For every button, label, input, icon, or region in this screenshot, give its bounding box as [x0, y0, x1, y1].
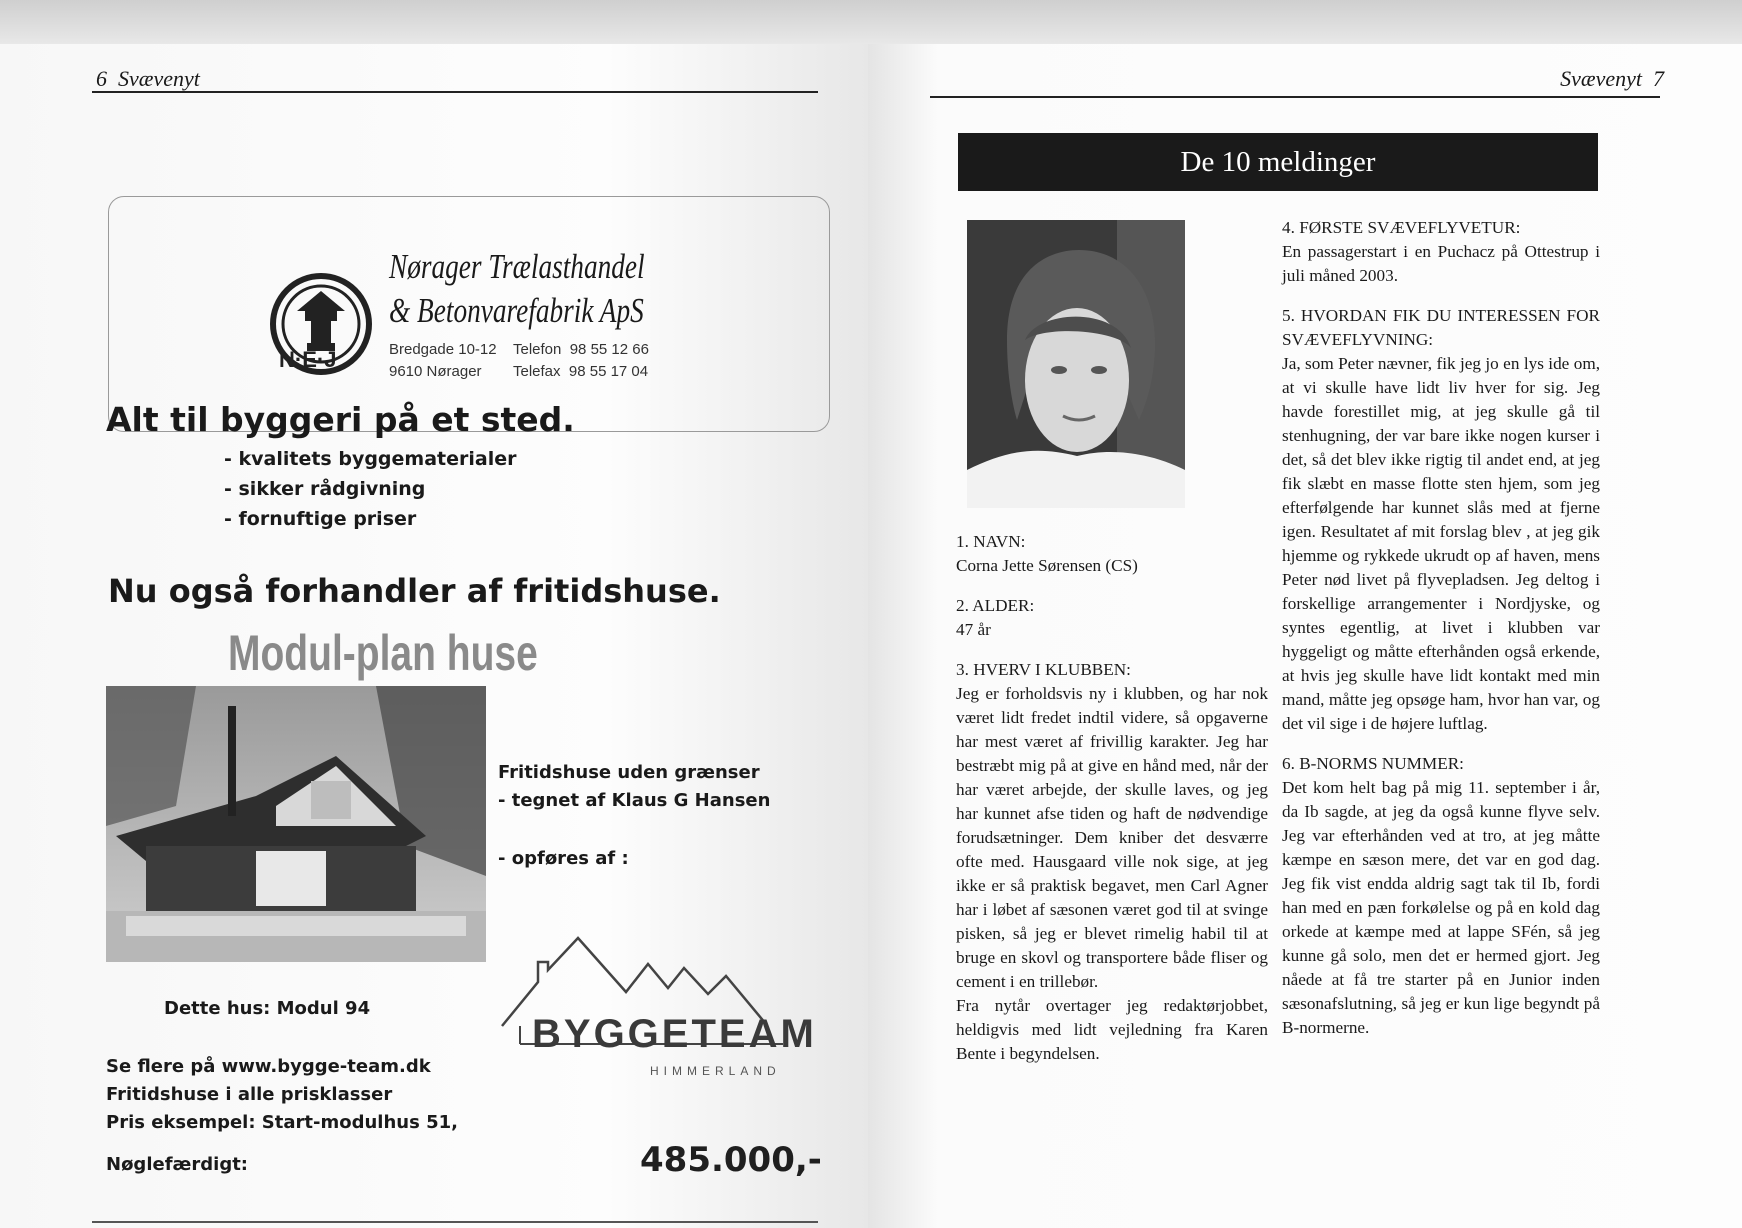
fax-label: Telefax	[513, 363, 561, 380]
question-6: 6. B-NORMS NUMMER:	[1282, 754, 1464, 773]
left-footer-rule	[92, 1221, 818, 1223]
question-5: 5. HVORDAN FIK DU INTERESSEN FOR SVÆVEFLYVNING:	[1282, 306, 1600, 349]
firm-name-line2: & Betonvarefabrik ApS	[389, 291, 644, 330]
ad-brand: Modul-plan huse	[228, 625, 538, 681]
right-header-rule	[930, 96, 1660, 98]
right-page-number: 7	[1653, 66, 1664, 91]
firm-logo-icon	[269, 249, 373, 399]
ad-side-line-1: Fritidshuse uden grænser	[498, 762, 760, 783]
ad-footer-line-3: Pris eksempel: Start-modulhus 51,	[106, 1112, 458, 1133]
ad-headline-2: Nu også forhandler af fritidshuse.	[108, 572, 721, 610]
ad-price: 485.000,-	[640, 1140, 822, 1180]
ad-side-line-3: - opføres af :	[498, 848, 629, 869]
answer-4: En passagerstart i en Puchacz på Ottestrup i juli måned 2003.	[1282, 242, 1600, 285]
firm-ad-box	[108, 196, 830, 432]
byggeteam-wordmark: BYGGETEAM	[532, 1012, 817, 1056]
question-2: 2. ALDER:	[956, 596, 1035, 615]
answer-5: Ja, som Peter nævner, fik jeg jo en lys ide om, at vi skulle have lidt liv hver for sig. Jeg havde forestillet mig, at jeg skulle gå til stenhugning, der var bare ikke nogen kurser i det, så det blev ikke rigtig til andet end, at jeg fik slæbt en masse flotte sten hjem, som jeg efterfølgende har kunnet slås med at fjerne igen. Resultatet af mit forslag blev , at jeg gik hjemme og rykkede ukrudt op af haven, mens Peter nød livet på flyvepladsen. Jeg deltog i forskellige arrangementer i Nordjyske, og syntes egentlig, at livet i klubben var hyggeligt og måtte efterhånden også erkende, at hvis jeg skulle have lidt kontakt med min mand, måtte jeg opsøge ham, hvor han var, og det vil sige i de højere luftlag.	[1282, 354, 1600, 733]
ad-footer-line-2: Fritidshuse i alle prisklasser	[106, 1084, 393, 1105]
firm-address-line2: 9610 Nørager	[389, 363, 482, 380]
answer-1: Corna Jette Sørensen (CS)	[956, 556, 1138, 575]
himmerland-wordmark: HIMMERLAND	[650, 1064, 781, 1078]
scan-edge	[0, 0, 1742, 46]
phone-label: Telefon	[513, 341, 562, 358]
house-caption: Dette hus: Modul 94	[164, 998, 371, 1019]
left-page	[0, 44, 868, 1228]
left-running-header	[96, 66, 200, 92]
article-title: De 10 meldinger	[958, 133, 1598, 191]
answer-2: 47 år	[956, 620, 991, 639]
article-column-2	[1282, 216, 1600, 1056]
ad-headline-1: Alt til byggeri på et sted.	[106, 400, 575, 439]
left-header-rule	[92, 91, 818, 93]
right-running-header	[1560, 66, 1664, 92]
answer-3: Jeg er forholdsvis ny i klubben, og har nok været lidt fredet indtil videre, så opgaverne har mest været af frivillig karakter. Jeg har bestræbt mig på at give en hånd med, når der har været arbejde, der skulle laves, og jeg har kunnet afse tiden og haft de nødvendige forudsætninger. Dem kniber det desværre ofte med. Hausgaard ville nok sige, at jeg ikke er så praktisk begavet, men Carl Agner har i løbet af sæsonen været god til at svinge pisken, så jeg er blevet rimelig habil til at bruge en skovl og transportere både fliser og cement i en trillebør.	[956, 684, 1268, 991]
answer-3-continued: Fra nytår overtager jeg redaktørjobbet, heldigvis med lidt vejledning fra Karen Bente i begyndelsen.	[956, 996, 1268, 1063]
question-4: 4. FØRSTE SVÆVEFLYVETUR:	[1282, 218, 1521, 237]
firm-address-line1: Bredgade 10-12	[389, 341, 497, 358]
ad-bullet-2: - sikker rådgivning	[224, 478, 426, 500]
ad-bullet-1: - kvalitets byggematerialer	[224, 448, 517, 470]
left-page-number: 6	[96, 66, 107, 91]
article-column-1	[956, 530, 1268, 1082]
ad-bullet-3: - fornuftige priser	[224, 508, 417, 530]
phone-number: 98 55 12 66	[569, 341, 649, 358]
ad-side-line-2: - tegnet af Klaus G Hansen	[498, 790, 771, 811]
answer-6: Det kom helt bag på mig 11. september i år, da Ib sagde, at jeg da også kunne flyve selv. Jeg var efterhånden ved at tro, at jeg måtte kæmpe en sæson mere, det var en god dag. Jeg fik vist endda aldrig sagt tak til Ib, fordi han med en pæn forkølelse og på en kold dag orkede at kæmpe med at lappe SFén, så jeg kunne gå solo, men det er hermed gjort. Jeg nåede at få tre starter på en Junior inden sæsonafslutning, så jeg er kun lige begyndt på B-normerne.	[1282, 778, 1600, 1037]
right-running-title: Svævenyt	[1560, 66, 1642, 91]
question-3: 3. HVERV I KLUBBEN:	[956, 660, 1131, 679]
portrait-photo	[967, 220, 1185, 508]
firm-logo-text: N·E·J	[279, 347, 337, 372]
firm-name-line1: Nørager Trælasthandel	[389, 247, 645, 286]
ad-footer-line-4: Nøglefærdigt:	[106, 1154, 249, 1175]
ad-footer-line-1: Se flere på www.bygge-team.dk	[106, 1056, 431, 1077]
house-photo	[106, 686, 486, 962]
question-1: 1. NAVN:	[956, 532, 1026, 551]
fax-number: 98 55 17 04	[568, 363, 649, 380]
left-running-title: Svævenyt	[118, 66, 200, 91]
